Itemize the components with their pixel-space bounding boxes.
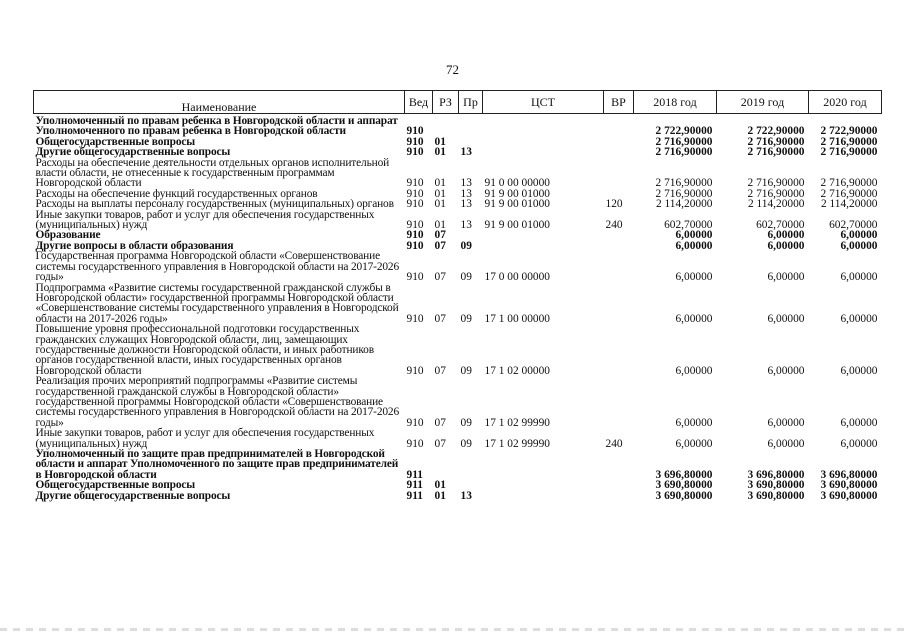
cell-pr bbox=[459, 449, 483, 480]
cell-pr: 09 bbox=[460, 271, 472, 284]
header-2020: 2020 год bbox=[809, 91, 882, 114]
cell-vr bbox=[604, 114, 634, 137]
cell-2019: 6,00000 bbox=[767, 364, 805, 377]
cell-2020: 3 690,80000 bbox=[820, 489, 878, 502]
cell-vr bbox=[604, 137, 634, 147]
cell-2020: 2 716,90000 bbox=[820, 135, 878, 148]
table-row bbox=[34, 158, 882, 189]
cell-pr bbox=[459, 114, 483, 137]
cell-name: Расходы на обеспечение функций государственных органов bbox=[35, 187, 318, 200]
cell-vr: 240 bbox=[605, 437, 623, 450]
cell-2020: 3 690,80000 bbox=[820, 479, 878, 492]
cell-2020: 2 114,20000 bbox=[820, 198, 878, 211]
cell-rz: 01 bbox=[434, 489, 446, 502]
cell-2018: 2 716,90000 bbox=[655, 135, 713, 148]
table-row bbox=[34, 491, 882, 501]
header-2019: 2019 год bbox=[717, 91, 809, 114]
cell-2020: 2 716,90000 bbox=[820, 146, 878, 159]
cell-2018: 6,00000 bbox=[675, 229, 713, 242]
table-row bbox=[34, 283, 882, 325]
cell-rz: 01 bbox=[434, 146, 446, 159]
cell-name: Другие общегосударственные вопросы bbox=[35, 489, 231, 502]
cell-name: Уполномоченный по защите прав предпринимателей в Новгородской области и аппарат Уполномоченного по защите прав предпринимателей в Новгородской области bbox=[35, 448, 399, 481]
cell-name: Расходы на обеспечение деятельности отдельных органов исполнительной власти области, не отнесенные к государственным программам Новгородской области bbox=[35, 156, 390, 190]
cell-2018: 6,00000 bbox=[675, 437, 713, 450]
cell-name: Уполномоченный по правам ребенка в Новгородской области и аппарат Уполномоченного по правам ребенка в Новгородской области bbox=[35, 115, 398, 138]
cell-rz: 07 bbox=[434, 239, 446, 252]
cell-rz: 07 bbox=[434, 364, 446, 377]
cell-ved: 910 bbox=[406, 312, 424, 325]
header-cst: ЦСТ bbox=[483, 91, 604, 114]
cell-name: Повышение уровня профессиональной подготовки государственных гражданских служащих Новгородской области, лиц, замещающих государственные должности Новгородской области, и иных работников органов государственной власти, иных государственных органов Новгородской области bbox=[35, 323, 374, 377]
cell-vr: 240 bbox=[605, 219, 623, 232]
cell-vr bbox=[604, 491, 634, 501]
cell-cst: 91 9 00 01000 bbox=[484, 198, 550, 211]
cell-2018: 6,00000 bbox=[675, 312, 713, 325]
cell-2020: 6,00000 bbox=[840, 239, 878, 252]
cell-vr bbox=[604, 449, 634, 480]
cell-rz: 01 bbox=[434, 187, 446, 200]
cell-2018: 6,00000 bbox=[675, 416, 713, 429]
cell-pr: 09 bbox=[460, 312, 472, 325]
cell-name: Образование bbox=[35, 229, 101, 242]
cell-ved: 910 bbox=[406, 364, 424, 377]
cell-2020: 6,00000 bbox=[840, 416, 878, 429]
cell-2019: 3 696,80000 bbox=[747, 468, 805, 481]
cell-vr: 120 bbox=[605, 198, 623, 211]
cell-cst bbox=[483, 147, 604, 157]
cell-2019: 6,00000 bbox=[767, 271, 805, 284]
cell-name: Общегосударственные вопросы bbox=[35, 479, 196, 492]
cell-2020: 6,00000 bbox=[840, 364, 878, 377]
cell-name: Реализация прочих мероприятий подпрограммы «Развитие системы государственной гражданской службы в Новгородской области» государственной программы Новгородской области «Совершенствование системы государственного управления в Новгородской области на 2017-2026 годы» bbox=[35, 375, 399, 429]
cell-name: Государственная программа Новгородской области «Совершенствование системы государственного управления в Новгородской области на 2017-2026 годы» bbox=[35, 250, 399, 284]
cell-2019: 2 716,90000 bbox=[747, 135, 805, 148]
cell-vr bbox=[604, 376, 634, 428]
cell-vr bbox=[604, 480, 634, 490]
cell-2020: 2 716,90000 bbox=[820, 177, 878, 190]
cell-cst bbox=[483, 137, 604, 147]
cell-2019: 6,00000 bbox=[767, 416, 805, 429]
cell-ved: 911 bbox=[406, 479, 423, 492]
cell-2020: 6,00000 bbox=[840, 437, 878, 450]
cell-ved: 910 bbox=[406, 229, 424, 242]
cell-rz bbox=[433, 449, 459, 480]
table-row bbox=[34, 376, 882, 428]
cell-ved: 910 bbox=[406, 146, 424, 159]
cell-rz: 07 bbox=[434, 229, 446, 242]
cell-2020: 2 722,90000 bbox=[820, 125, 878, 138]
budget-table bbox=[33, 90, 882, 501]
cell-vr bbox=[604, 251, 634, 282]
cell-rz: 01 bbox=[434, 219, 446, 232]
cell-2019: 2 716,90000 bbox=[747, 177, 805, 190]
cell-pr: 13 bbox=[460, 187, 472, 200]
cell-2019: 2 716,90000 bbox=[747, 187, 805, 200]
cell-ved: 910 bbox=[406, 187, 424, 200]
cell-pr: 13 bbox=[460, 489, 472, 502]
header-name: Наименование bbox=[34, 91, 405, 114]
cell-ved: 910 bbox=[406, 239, 424, 252]
cell-2019: 2 716,90000 bbox=[747, 146, 805, 159]
cell-cst bbox=[483, 480, 604, 490]
cell-cst: 17 1 00 00000 bbox=[484, 312, 550, 325]
cell-rz: 07 bbox=[434, 437, 446, 450]
cell-ved: 910 bbox=[406, 125, 424, 138]
cell-cst bbox=[483, 491, 604, 501]
table-row bbox=[34, 114, 882, 137]
cell-ved: 910 bbox=[406, 135, 424, 148]
cell-2018: 3 696,80000 bbox=[655, 468, 713, 481]
table-body bbox=[34, 114, 882, 502]
cell-cst: 91 0 00 00000 bbox=[484, 177, 550, 190]
header-rz: РЗ bbox=[433, 91, 459, 114]
cell-2018: 2 114,20000 bbox=[655, 198, 713, 211]
cell-2018: 6,00000 bbox=[675, 364, 713, 377]
cell-name: Расходы на выплаты персоналу государственных (муниципальных) органов bbox=[35, 198, 394, 211]
table-row bbox=[34, 251, 882, 282]
cell-name: Другие вопросы в области образования bbox=[35, 239, 234, 252]
cell-2019: 6,00000 bbox=[767, 239, 805, 252]
cell-vr bbox=[604, 283, 634, 325]
header-ved: Вед bbox=[405, 91, 433, 114]
cell-2018: 6,00000 bbox=[675, 239, 713, 252]
cell-cst bbox=[483, 114, 604, 137]
cell-ved: 910 bbox=[406, 219, 424, 232]
cell-2018: 6,00000 bbox=[675, 271, 713, 284]
cell-pr: 09 bbox=[460, 364, 472, 377]
cell-name: Подпрограмма «Развитие системы государственной гражданской службы в Новгородской области» государственной программы Новгородской области «Совершенствование системы государственного управления в Новгородской области на 2017-2026 годы» bbox=[35, 281, 399, 325]
cell-ved: 910 bbox=[406, 437, 424, 450]
table-row bbox=[34, 428, 882, 449]
cell-2018: 3 690,80000 bbox=[655, 479, 713, 492]
cell-vr bbox=[604, 147, 634, 157]
cell-rz: 01 bbox=[434, 479, 446, 492]
cell-2018: 2 716,90000 bbox=[655, 177, 713, 190]
cell-cst bbox=[483, 230, 604, 240]
cell-2018: 2 722,90000 bbox=[655, 125, 713, 138]
cell-2019: 2 114,20000 bbox=[747, 198, 805, 211]
cell-rz: 07 bbox=[434, 271, 446, 284]
cell-2020: 2 716,90000 bbox=[820, 187, 878, 200]
page-number: 72 bbox=[446, 62, 459, 77]
cell-vr bbox=[604, 241, 634, 251]
cell-2018: 2 716,90000 bbox=[655, 146, 713, 159]
cell-name: Иные закупки товаров, работ и услуг для обеспечения государственных (муниципальных) нужд bbox=[35, 208, 375, 232]
cell-pr: 13 bbox=[460, 198, 472, 211]
table-header-row bbox=[34, 91, 882, 114]
cell-name: Общегосударственные вопросы bbox=[35, 135, 196, 148]
cell-ved: 910 bbox=[406, 177, 424, 190]
cell-2020: 3 696,80000 bbox=[820, 468, 878, 481]
cell-rz: 07 bbox=[434, 312, 446, 325]
cell-2020: 602,70000 bbox=[829, 219, 878, 232]
cell-ved: 911 bbox=[406, 489, 423, 502]
cell-2020: 6,00000 bbox=[840, 229, 878, 242]
cell-2020: 6,00000 bbox=[840, 312, 878, 325]
table-row bbox=[34, 210, 882, 231]
cell-ved: 910 bbox=[406, 198, 424, 211]
cell-vr bbox=[604, 230, 634, 240]
cell-2018: 2 716,90000 bbox=[655, 187, 713, 200]
cell-2018: 602,70000 bbox=[664, 219, 713, 232]
cell-2018: 3 690,80000 bbox=[655, 489, 713, 502]
cell-cst: 17 1 02 99990 bbox=[484, 437, 550, 450]
table-row bbox=[34, 324, 882, 376]
cell-cst: 17 1 02 00000 bbox=[484, 364, 550, 377]
cell-cst: 91 9 00 01000 bbox=[484, 219, 550, 232]
cell-pr: 09 bbox=[460, 437, 472, 450]
cell-ved: 910 bbox=[406, 416, 424, 429]
cell-2019: 3 690,80000 bbox=[747, 479, 805, 492]
cell-2019: 6,00000 bbox=[767, 437, 805, 450]
cell-2019: 6,00000 bbox=[767, 312, 805, 325]
header-2018: 2018 год bbox=[634, 91, 717, 114]
scan-footer-line bbox=[0, 628, 905, 631]
cell-pr: 09 bbox=[460, 416, 472, 429]
header-pr: Пр bbox=[459, 91, 483, 114]
header-vr: ВР bbox=[604, 91, 634, 114]
cell-cst: 17 0 00 00000 bbox=[484, 271, 550, 284]
table-row bbox=[34, 449, 882, 480]
cell-2019: 6,00000 bbox=[767, 229, 805, 242]
cell-rz: 01 bbox=[434, 135, 446, 148]
cell-cst: 91 9 00 01000 bbox=[484, 187, 550, 200]
cell-2019: 3 690,80000 bbox=[747, 489, 805, 502]
cell-vr bbox=[604, 324, 634, 376]
cell-ved: 910 bbox=[406, 271, 424, 284]
cell-rz bbox=[433, 114, 459, 137]
cell-rz: 01 bbox=[434, 198, 446, 211]
cell-name: Иные закупки товаров, работ и услуг для обеспечения государственных (муниципальных) нужд bbox=[35, 427, 375, 450]
cell-2019: 602,70000 bbox=[756, 219, 805, 232]
cell-pr: 09 bbox=[460, 239, 472, 252]
cell-2020: 6,00000 bbox=[840, 271, 878, 284]
cell-cst bbox=[483, 449, 604, 480]
cell-2019: 2 722,90000 bbox=[747, 125, 805, 138]
cell-rz: 07 bbox=[434, 416, 446, 429]
cell-pr: 13 bbox=[460, 177, 472, 190]
cell-cst: 17 1 02 99990 bbox=[484, 416, 550, 429]
cell-pr: 13 bbox=[460, 146, 472, 159]
cell-rz: 01 bbox=[434, 177, 446, 190]
cell-name: Другие общегосударственные вопросы bbox=[35, 146, 231, 159]
cell-pr: 13 bbox=[460, 219, 472, 232]
cell-cst bbox=[483, 241, 604, 251]
cell-vr bbox=[604, 158, 634, 189]
cell-ved: 911 bbox=[406, 468, 423, 481]
